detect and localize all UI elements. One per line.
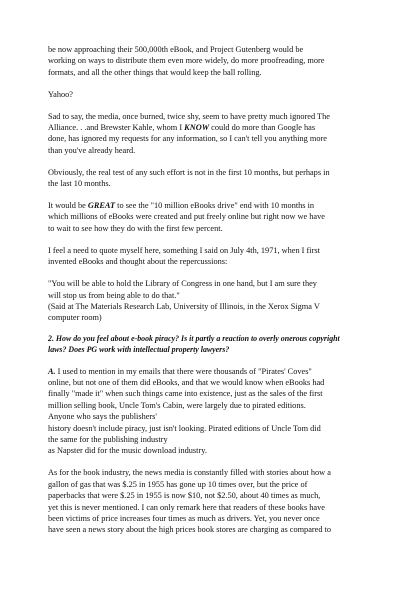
text-line: Yahoo? — [48, 89, 73, 99]
text-line — [48, 122, 386, 133]
text-run: I used to mention in my emails that there were thousands of "Pirates' Coves" — [55, 366, 312, 376]
text-run: It would be — [48, 201, 88, 211]
text-line: invented eBooks and thought about the repercussions: — [48, 257, 228, 267]
text-line: gallon of gas that was $.25 in 1955 has gone up 10 times over, but the price of — [48, 479, 308, 489]
text-line — [48, 200, 386, 211]
paragraph-yahoo — [48, 89, 386, 100]
text-line: computer room) — [48, 313, 102, 323]
document-page — [48, 44, 386, 546]
text-line — [48, 366, 386, 377]
text-run: Alliance. . .and Brewster Kahle, whom I — [48, 123, 185, 133]
text-line: million selling book, Uncle Tom's Cabin, were largely due to pirated editions. — [48, 400, 306, 410]
text-line: done, has ignored my requests for any information, so I can't tell you anything more — [48, 134, 327, 144]
emphasis-great: GREAT — [87, 201, 116, 211]
paragraph-quote-intro — [48, 245, 386, 268]
text-line: I feel a need to quote myself here, something I said on July 4th, 1971, when I first — [48, 245, 320, 255]
text-line: the same for the publishing industry — [48, 434, 168, 444]
text-line: be now approaching their 500,000th eBook, and Project Gutenberg would be — [48, 45, 304, 54]
text-line: have seen a news story about the high prices book stores are charging as compared to — [48, 525, 332, 535]
text-line: online, but not one of them did eBooks, and that we would know when eBooks had — [48, 377, 325, 387]
text-line: laws? Does PG work with intellectual property lawyers? — [48, 344, 230, 354]
text-line: to wait to see how they do with the first few percent. — [48, 223, 223, 233]
paragraph-real-test — [48, 167, 386, 190]
text-run: to see the "10 million eBooks drive" end with 10 months in — [115, 201, 315, 211]
text-line: the last 10 months. — [48, 179, 111, 189]
text-run: could do more than Google has — [209, 123, 316, 133]
text-line: yet this is never mentioned. I can only remark here that readers of these books have — [48, 502, 325, 512]
text-line: "You will be able to hold the Library of Congress in one hand, but I am sure they — [48, 279, 317, 289]
text-line: As for the book industry, the news media is constantly filled with stories about how a — [48, 468, 331, 478]
emphasis-know: KNOW — [184, 123, 210, 133]
text-line: Anyone who says the publishers' — [48, 412, 157, 422]
text-line: will stop us from being able to do that." — [48, 290, 180, 300]
paragraph-media-ignored — [48, 111, 386, 157]
interview-question — [48, 334, 386, 355]
text-line: been victims of price increases four times as much as drivers. Yet, you never once — [48, 513, 320, 523]
text-line: as Napster did for the music download industry. — [48, 446, 207, 456]
text-line: Sad to say, the media, once burned, twice shy, seem to have pretty much ignored The — [48, 111, 330, 121]
answer-piracy — [48, 366, 386, 457]
text-line: Obviously, the real test of any such effort is not in the first 10 months, but perhaps in — [48, 167, 330, 177]
text-line: paperbacks that were $.25 in 1955 is now $10, not $2.50, about 40 times as much, — [48, 491, 321, 501]
text-line: than you've already heard. — [48, 145, 136, 155]
paragraph-great-drive — [48, 200, 386, 234]
paragraph-book-prices — [48, 467, 386, 535]
text-line: history doesn't include piracy, just isn't looking. Pirated editions of Uncle Tom did — [48, 423, 321, 433]
text-line: working on ways to distribute them even more widely, do more proofreading, more — [48, 56, 325, 66]
paragraph-quote — [48, 278, 386, 324]
text-line: formats, and all the other things that would keep the ball rolling. — [48, 67, 262, 77]
text-line: 2. How do you feel about e-book piracy? Is it partly a reaction to overly onerous copyright — [48, 334, 340, 344]
paragraph-ebook-plans — [48, 44, 386, 78]
text-line: finally "made it" when such things came into existence, just as the sales of the first — [48, 389, 323, 399]
answer-marker: A. — [48, 366, 56, 376]
text-line: (Said at The Materials Research Lab, University of Illinois, in the Xerox Sigma V — [48, 301, 320, 311]
text-line: which millions of eBooks were created and put freely online but right now we have — [48, 212, 325, 222]
